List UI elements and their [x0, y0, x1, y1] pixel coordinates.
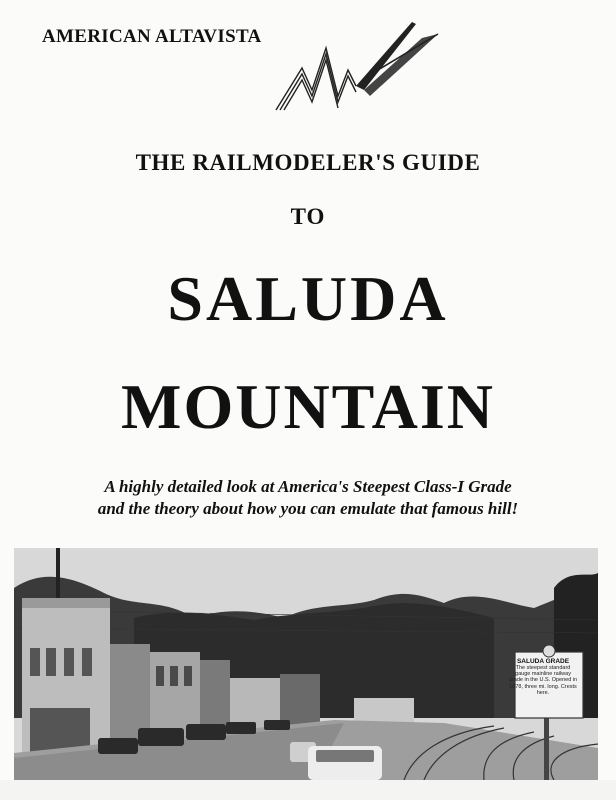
historical-marker-title: SALUDA GRADE	[516, 658, 570, 665]
title-guide: THE RAILMODELER'S GUIDE	[135, 150, 481, 175]
title-saluda: SALUDA	[167, 263, 449, 334]
historical-marker-text: The steepest standard gauge mainline railway grade in the U.S. Opened in 1878, three mi. long. Crests here.	[508, 665, 578, 696]
page-bottom-margin	[0, 780, 616, 800]
subtitle-line-2: and the theory about how you can emulate that famous hill!	[97, 499, 519, 518]
title-to: TO	[290, 204, 326, 229]
title-mountain: MOUNTAIN	[121, 371, 495, 442]
subtitle-line-1: A highly detailed look at America's Steepest Class-I Grade	[104, 477, 512, 496]
altavista-logo-icon	[272, 16, 444, 116]
publisher-name: AMERICAN ALTAVISTA	[42, 26, 262, 47]
